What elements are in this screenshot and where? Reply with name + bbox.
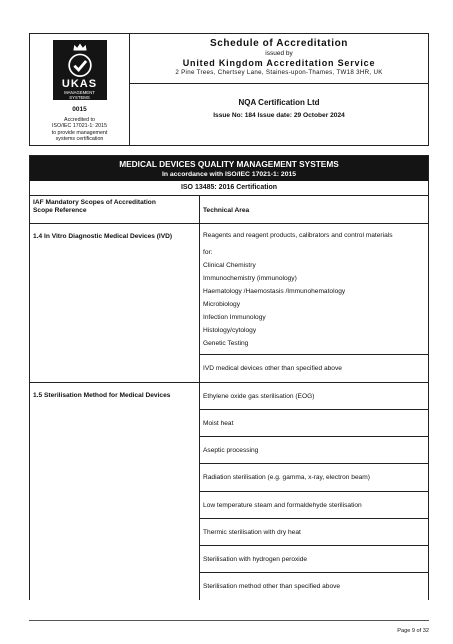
sterilisation-technical-areas <box>200 383 428 600</box>
certification-body-name: NQA Certification Ltd <box>238 98 320 107</box>
ivd-for-label: for: <box>203 249 213 256</box>
page-number: Page 9 of 32 <box>397 628 429 634</box>
table-row: Sterilisation with hydrogen peroxide <box>200 546 428 573</box>
accreditation-statement: Accredited to ISO/IEC 17021-1: 2015 to provide management systems certification <box>51 117 108 143</box>
header <box>29 33 429 146</box>
table-row: Moist heat <box>200 410 428 437</box>
ivd-scope-reference: 1.4 In Vitro Diagnostic Medical Devices (IVD) <box>30 224 200 382</box>
checkmark-circle-icon <box>67 53 93 78</box>
table-row: Thermic sterilisation with dry heat <box>200 519 428 546</box>
logo-wordmark: UKAS <box>61 78 98 90</box>
footer-divider <box>29 620 429 621</box>
table-row: Sterilisation method other than specified above <box>203 583 341 590</box>
ivd-other-cell: IVD medical devices other than specified above <box>203 365 342 372</box>
organisation-name: United Kingdom Accreditation Service <box>182 58 376 68</box>
table-row: Aseptic processing <box>200 437 428 464</box>
sterilisation-scope-block <box>30 383 428 600</box>
section-banner <box>30 156 428 181</box>
header-info <box>130 34 428 145</box>
sterilisation-scope-reference: 1.5 Sterilisation Method for Medical Devices <box>30 383 200 600</box>
organisation-address: 2 Pine Trees, Chertsey Lane, Staines-upon-Thames, TW18 3HR, UK <box>175 69 383 76</box>
ukas-logo <box>53 40 107 100</box>
schedule-title-block <box>130 34 428 83</box>
accreditation-logo-column <box>30 34 130 145</box>
table-row: Ethylene oxide gas sterilisation (EOG) <box>200 383 428 410</box>
ivd-scope-block <box>30 224 428 383</box>
list-item: Immunochemistry (immunology) <box>203 275 297 282</box>
iso-standard-row: ISO 13485: 2016 Certification <box>30 181 428 196</box>
ivd-reagents-cell <box>200 224 428 355</box>
accreditation-schedule-page <box>29 33 429 600</box>
table-row: Low temperature steam and formaldehyde sterilisation <box>200 492 428 519</box>
accreditation-number: 0015 <box>72 106 87 113</box>
issued-by: issued by <box>265 50 293 57</box>
ivd-discipline-list <box>203 262 425 347</box>
logo-subtitle-2: SYSTEMS <box>69 95 90 100</box>
ivd-technical-areas <box>200 224 428 382</box>
list-item: Clinical Chemistry <box>203 262 256 269</box>
list-item: Histology/cytology <box>203 327 257 334</box>
logo-subtitle-1: MANAGEMENT <box>64 90 95 95</box>
list-item: Infection Immunology <box>203 314 266 321</box>
header-scope-column: IAF Mandatory Scopes of Accreditation Scope Reference <box>30 196 200 223</box>
list-item: Genetic Testing <box>203 340 249 347</box>
scope-table <box>29 155 429 600</box>
list-item: Haematology /Haemostasis /Immunohematology <box>203 288 346 295</box>
issue-details: Issue No: 184 Issue date: 29 October 2024 <box>213 112 345 119</box>
header-technical-area-column: Technical Area <box>203 207 250 214</box>
crown-icon <box>72 43 88 51</box>
section-title: MEDICAL DEVICES QUALITY MANAGEMENT SYSTEMS <box>119 159 339 169</box>
section-subtitle: In accordance with ISO/IEC 17021-1: 2015 <box>161 171 297 178</box>
table-header-row <box>30 196 428 224</box>
list-item: Microbiology <box>203 301 241 308</box>
certificate-block <box>130 83 428 145</box>
schedule-title: Schedule of Accreditation <box>210 38 348 49</box>
ivd-reagents-text: Reagents and reagent products, calibrators and control materials <box>203 232 393 239</box>
table-row: Radiation sterilisation (e.g. gamma, x-ray, electron beam) <box>200 464 428 492</box>
